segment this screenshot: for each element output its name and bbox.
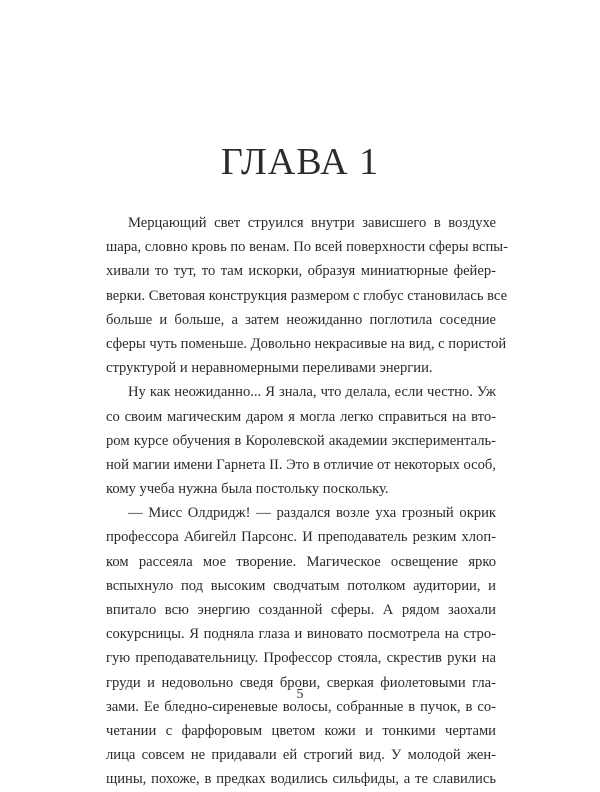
paragraph-2 (106, 380, 496, 501)
text-line: шара, словно кровь по венам. По всей поверхности сферы вспы- (106, 239, 508, 256)
text-line: четании с фарфоровым цветом кожи и тонкими чертами (106, 722, 496, 739)
text-line: впитало всю энергию созданной сферы. А рядом заохали (106, 602, 496, 618)
paragraph-3 (106, 501, 496, 791)
text-line: сокурсницы. Я подняла глаза и виновато посмотрела на стро- (106, 626, 496, 643)
chapter-title: ГЛАВА 1 (220, 141, 380, 183)
text-line: кому учеба нужна была постольку поскольку. (106, 481, 389, 498)
text-line: Ну как неожиданно... Я знала, что делала, если честно. Уж (128, 384, 496, 401)
text-line: зами. Ее бледно-сиреневые волосы, собранные в пучок, в со- (106, 698, 496, 715)
text-line: — Мисс Олдридж! — раздался возле уха грозный окрик (128, 505, 496, 522)
text-line: Мерцающий свет струился внутри зависшего в воздухе (128, 215, 496, 231)
text-line: вспыхнуло под высоким сводчатым потолком аудитории, и (106, 577, 496, 594)
text-line: верки. Световая конструкция размером с глобус становилась все (106, 287, 508, 304)
paragraph-1 (106, 211, 508, 380)
text-line: профессора Абигейл Парсонс. И преподаватель резким хлоп- (106, 529, 496, 546)
text-line: щины, похоже, в предках водились сильфиды, а те славились (106, 771, 496, 788)
text-line: ной магии имени Гарнета II. Это в отличие от некоторых особ, (106, 456, 496, 473)
text-line: структурой и неравномерными переливами энергии. (106, 360, 433, 377)
text-line: лица совсем не придавали ей строгий вид. У молодой жен- (106, 747, 496, 764)
text-line: больше и больше, а затем неожиданно поглотила соседние (106, 311, 496, 328)
text-line: сферы чуть поменьше. Довольно некрасивые на вид, с пористой (106, 335, 507, 352)
text-line: со своим магическим даром я могла легко справиться на вто- (106, 408, 496, 425)
chapter-body (106, 211, 508, 792)
text-line: ром курсе обучения в Королевской академии эксперименталь- (106, 432, 496, 449)
text-line: груди и недовольно сведя брови, сверкая фиолетовыми гла- (106, 674, 496, 691)
page-number: 5 (296, 687, 304, 702)
text-line: хивали то тут, то там искорки, образуя миниатюрные фейер- (106, 263, 496, 280)
text-line: ком рассеяла мое творение. Магическое освещение ярко (106, 553, 496, 570)
text-line: гую преподавательницу. Профессор стояла, скрестив руки на (106, 650, 496, 667)
